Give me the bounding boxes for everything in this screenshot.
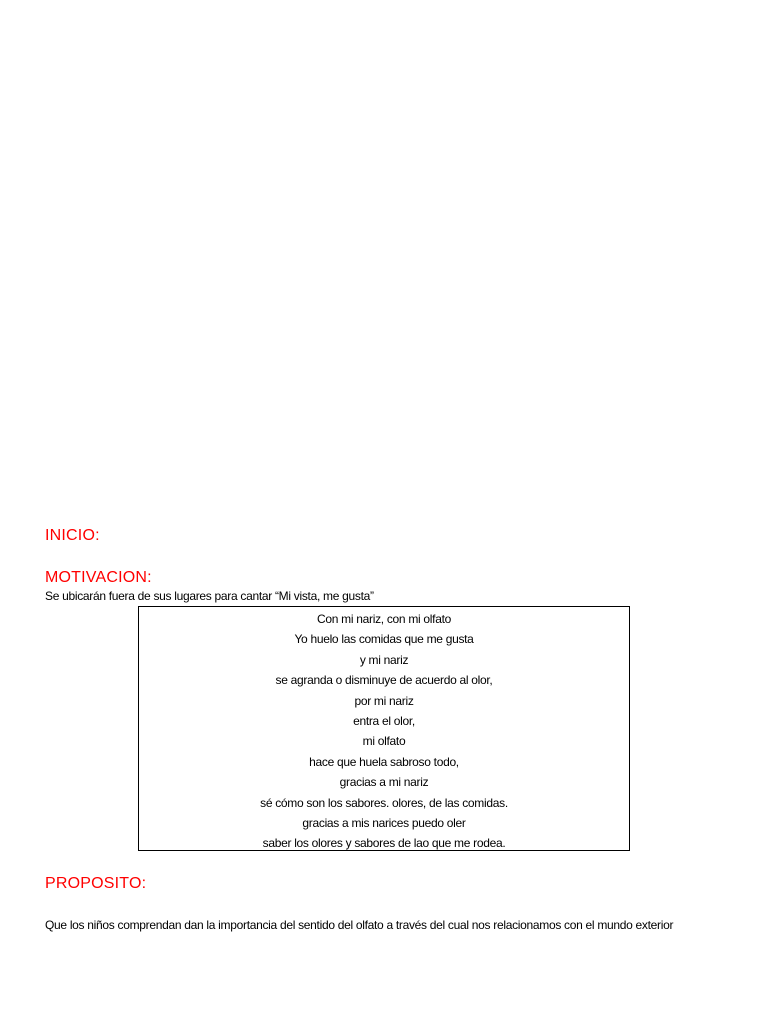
song-line: sé cómo son los sabores. olores, de las comidas. <box>260 795 508 810</box>
song-line: por mi nariz <box>354 693 414 708</box>
song-line: Yo huelo las comidas que me gusta <box>294 632 474 647</box>
song-line: mi olfato <box>362 734 406 749</box>
song-line: gracias a mi nariz <box>339 775 429 790</box>
song-line: saber los olores y sabores de lao que me rodea. <box>262 836 506 851</box>
song-line: Con mi nariz, con mi olfato <box>317 612 451 626</box>
song-lyrics-box <box>138 606 630 851</box>
heading-proposito: PROPOSITO: <box>45 875 147 892</box>
song-line: gracias a mis narices puedo oler <box>302 815 466 830</box>
motivation-intro: Se ubicarán fuera de sus lugares para cantar “Mi vista, me gusta” <box>45 589 374 603</box>
song-line: hace que huela sabroso todo, <box>309 754 459 769</box>
heading-motivacion: MOTIVACION: <box>45 569 152 586</box>
purpose-text: Que los niños comprendan dan la importancia del sentido del olfato a través del cual nos relacionamos con el mundo exterior <box>45 918 674 932</box>
song-line: se agranda o disminuye de acuerdo al olor, <box>275 673 493 688</box>
heading-inicio: INICIO: <box>45 527 100 544</box>
song-line: entra el olor, <box>353 713 415 728</box>
song-line: y mi nariz <box>359 652 409 667</box>
